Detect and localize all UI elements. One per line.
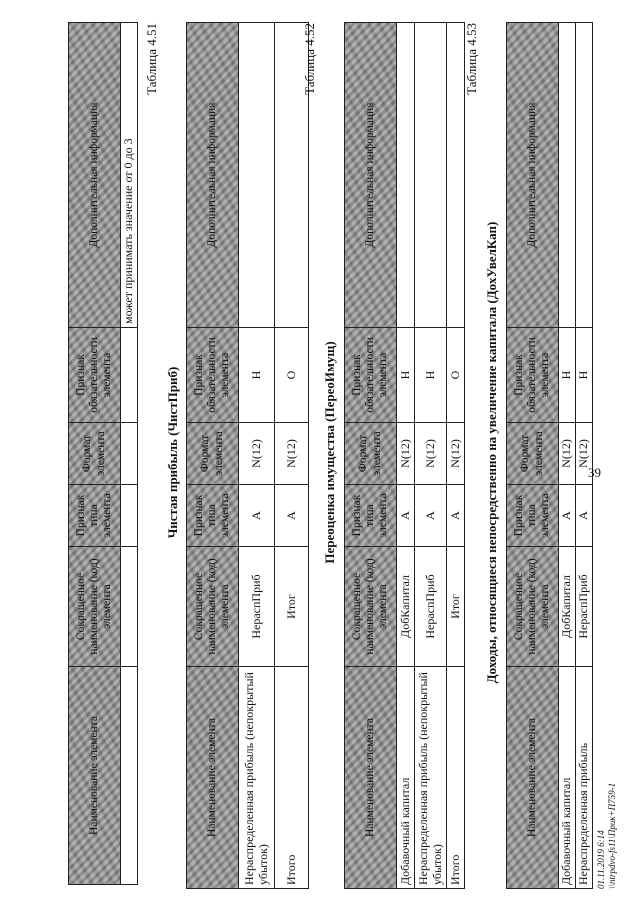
header-name: Наименование элемента xyxy=(345,667,397,889)
cell-format: N(12) xyxy=(239,423,275,485)
table-header-row xyxy=(187,23,239,889)
table-4-52 xyxy=(344,22,465,889)
cell-type: А xyxy=(576,485,593,547)
header-format: Формат элемента xyxy=(69,423,121,485)
table-row xyxy=(121,23,138,885)
table-row xyxy=(239,23,275,889)
cell-type: А xyxy=(239,485,275,547)
cell-format: N(12) xyxy=(447,423,465,485)
cell-required: Н xyxy=(239,328,275,423)
header-code: Сокращенное наименование (код) элемента xyxy=(507,547,559,667)
cell-name: Нераспределенная прибыль (непокрытый убыток) xyxy=(239,667,275,889)
header-type: Признак типа элемента xyxy=(69,485,121,547)
table-row xyxy=(559,23,576,889)
cell-required: Н xyxy=(559,328,576,423)
header-type: Признак типа элемента xyxy=(187,485,239,547)
cell-name: Итого xyxy=(447,667,465,889)
table-row xyxy=(447,23,465,889)
cell-info xyxy=(576,23,593,328)
table-title: Переоценка имущества (ПереоИмущ) xyxy=(322,341,337,564)
cell-type: А xyxy=(559,485,576,547)
cell-info xyxy=(415,23,447,328)
cell-code: ДобКапитал xyxy=(559,547,576,667)
cell-required: Н xyxy=(415,328,447,423)
header-info: Дополнительная информация xyxy=(345,23,397,328)
cell-format: N(12) xyxy=(397,423,415,485)
cell-type: А xyxy=(415,485,447,547)
header-format: Формат элемента xyxy=(507,423,559,485)
cell-code: НераспПриб xyxy=(576,547,593,667)
table-row xyxy=(576,23,593,889)
page-number: 39 xyxy=(588,465,601,480)
cell-code: ДобКапитал xyxy=(397,547,415,667)
table-header-row xyxy=(507,23,559,889)
header-type: Признак типа элемента xyxy=(345,485,397,547)
cell-info xyxy=(447,23,465,328)
header-format: Формат элемента xyxy=(345,423,397,485)
cell-name: Добавочный капитал xyxy=(397,667,415,889)
cell-required: Н xyxy=(397,328,415,423)
cell-name: Нераспределенная прибыль xyxy=(576,667,593,889)
header-format: Формат элемента xyxy=(187,423,239,485)
footnote-date: 01.11.2019 6:14 xyxy=(596,830,606,889)
table-label: Таблица 4.51 xyxy=(144,23,159,95)
table-row xyxy=(415,23,447,889)
cell-info xyxy=(559,23,576,328)
table-header-row xyxy=(69,23,121,885)
header-required: Признак обязательности элемента xyxy=(345,328,397,423)
footnote-path: \\ntrpdvo-fs11\Прик+П759-1 xyxy=(606,782,617,889)
cell-info xyxy=(397,23,415,328)
table-label: Таблица 4.53 xyxy=(464,23,479,95)
cell-code: Итог xyxy=(447,547,465,667)
header-required: Признак обязательности элемента xyxy=(507,328,559,423)
cell-required: О xyxy=(447,328,465,423)
cell-format: N(12) xyxy=(275,423,309,485)
header-required: Признак обязательности элемента xyxy=(69,328,121,423)
cell-code: НераспПриб xyxy=(415,547,447,667)
header-info: Дополнительная информация xyxy=(187,23,239,328)
cell-format: N(12) xyxy=(559,423,576,485)
footnote xyxy=(596,783,618,889)
table-previous xyxy=(68,22,138,885)
cell-code: Итог xyxy=(275,547,309,667)
header-type: Признак типа элемента xyxy=(507,485,559,547)
cell-info xyxy=(239,23,275,328)
cell-code: НераспПриб xyxy=(239,547,275,667)
header-code: Сокращенное наименование (код) элемента xyxy=(345,547,397,667)
table-label: Таблица 4.52 xyxy=(302,23,317,95)
table-4-53 xyxy=(506,22,593,889)
header-name: Наименование элемента xyxy=(507,667,559,889)
table-4-51 xyxy=(186,22,309,889)
cell-required: О xyxy=(275,328,309,423)
cell-required: Н xyxy=(576,328,593,423)
note-cell: может принимать значение от 0 до 3 xyxy=(121,23,138,328)
cell-type: А xyxy=(447,485,465,547)
header-required: Признак обязательности элемента xyxy=(187,328,239,423)
table-row xyxy=(397,23,415,889)
header-info: Дополнительная информация xyxy=(507,23,559,328)
cell-format: N(12) xyxy=(415,423,447,485)
table-header-row xyxy=(345,23,397,889)
header-name: Наименование элемента xyxy=(187,667,239,889)
header-code: Сокращенное наименование (код) элемента xyxy=(69,547,121,667)
cell-type: А xyxy=(397,485,415,547)
cell-name: Нераспределенная прибыль (непокрытый убыток) xyxy=(415,667,447,889)
header-name: Наименование элемента xyxy=(69,667,121,885)
table-title: Чистая прибыль (ЧистПриб) xyxy=(165,366,180,539)
cell-type: А xyxy=(275,485,309,547)
header-code: Сокращенное наименование (код) элемента xyxy=(187,547,239,667)
cell-name: Добавочный капитал xyxy=(559,667,576,889)
cell-name: Итого xyxy=(275,667,309,889)
header-info: Дополнительная информация xyxy=(69,23,121,328)
cell-format: N(12) xyxy=(576,423,593,485)
table-title: Доходы, относящиеся непосредственно на увеличение капитала (ДохУвелКап) xyxy=(484,221,499,684)
